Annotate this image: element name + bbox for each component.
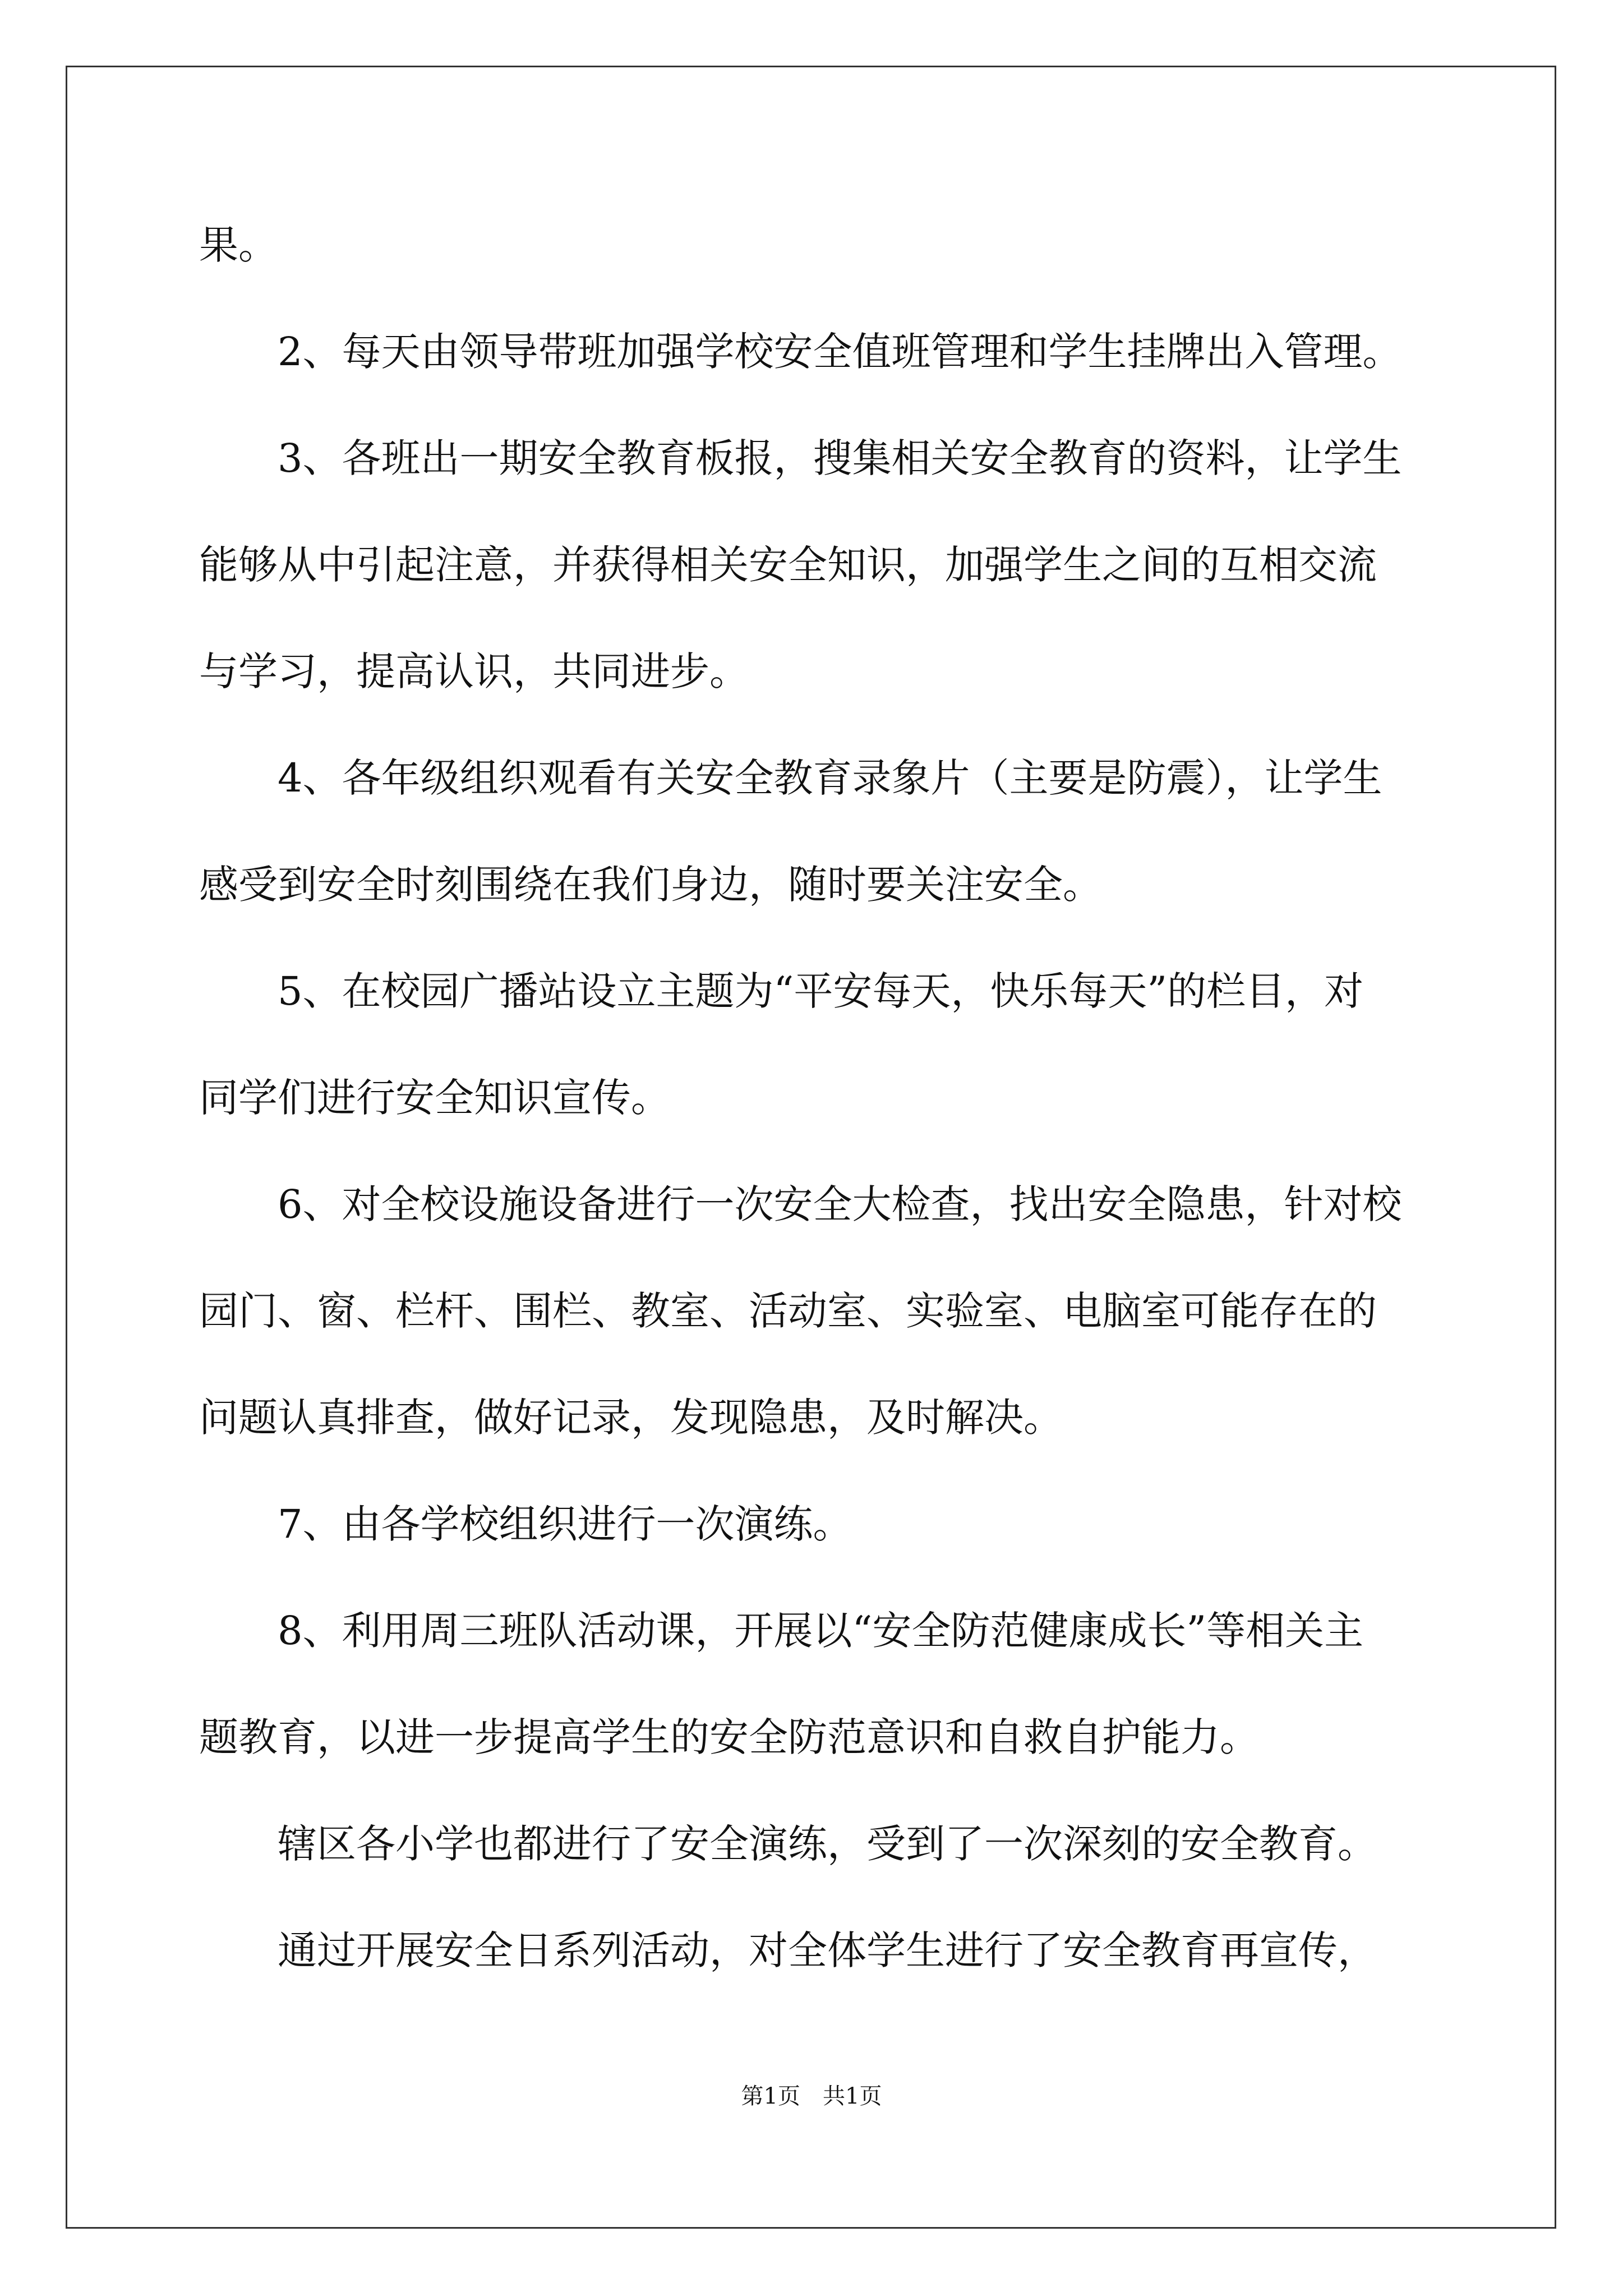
text-line: 3、各班出一期安全教育板报，搜集相关安全教育的资料，让学生 — [199, 435, 1402, 481]
text-line: 辖区各小学也都进行了安全演练，受到了一次深刻的安全教育。 — [199, 1821, 1377, 1867]
text-line: 6、对全校设施设备进行一次安全大检查，找出安全隐患，针对校 — [199, 1181, 1402, 1227]
text-line: 4、各年级组织观看有关安全教育录象片（主要是防震），让学生 — [199, 755, 1382, 801]
text-line: 能够从中引起注意，并获得相关安全知识，加强学生之间的互相交流 — [199, 542, 1377, 588]
text-line: 感受到安全时刻围绕在我们身边，随时要关注安全。 — [199, 862, 1102, 908]
text-line: 2、每天由领导带班加强学校安全值班管理和学生挂牌出入管理。 — [199, 329, 1402, 375]
text-line: 8、利用周三班队活动课，开展以“安全防范健康成长”等相关主 — [199, 1608, 1364, 1654]
text-line: 园门、窗、栏杆、围栏、教室、活动室、实验室、电脑室可能存在的 — [199, 1288, 1377, 1334]
text-line: 果。 — [199, 222, 278, 268]
text-line: 题教育，以进一步提高学生的安全防范意识和自救自护能力。 — [199, 1714, 1259, 1760]
text-line: 5、在校园广播站设立主题为“平安每天，快乐每天”的栏目，对 — [199, 968, 1364, 1014]
page-number-footer: 第1页 共1页 — [741, 2083, 882, 2109]
text-line: 同学们进行安全知识宣传。 — [199, 1075, 670, 1121]
text-line: 与学习，提高认识，共同进步。 — [199, 648, 749, 694]
text-line: 问题认真排查，做好记录，发现隐患，及时解决。 — [199, 1395, 1063, 1441]
text-line: 7、由各学校组织进行一次演练。 — [199, 1501, 852, 1547]
text-line: 通过开展安全日系列活动，对全体学生进行了安全教育再宣传， — [199, 1927, 1377, 1973]
page-frame — [66, 66, 1556, 2229]
